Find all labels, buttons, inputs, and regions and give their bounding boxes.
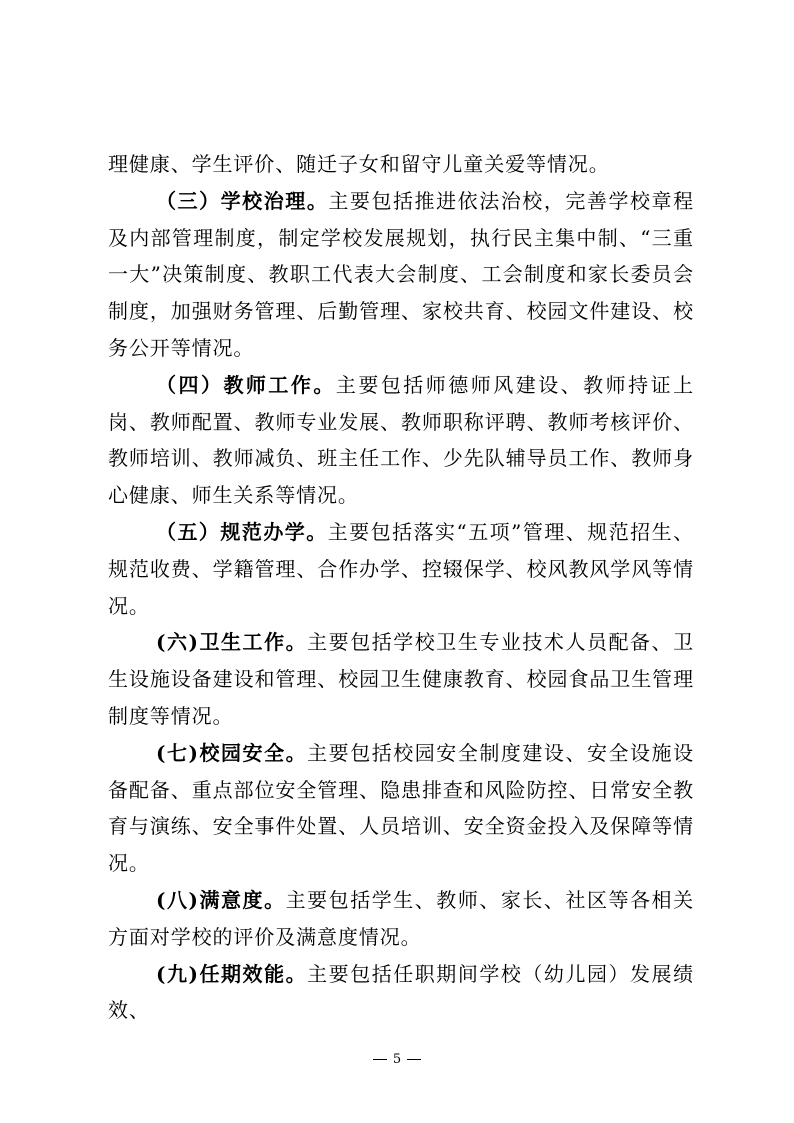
paragraph-text: 主要包括推进依法治校，完善学校章程及内部管理制度，制定学校发展规划，执行民主集中制、“三重一大”决策制度、教职工代表大会制度、工会制度和家长委员会制度，加强财务管理、后勤管理、家校共育、校园文件建设、校务公开等情况。 (108, 188, 694, 360)
paragraph-school-governance (108, 183, 694, 367)
section-heading: （三）学校治理。 (156, 188, 329, 213)
footer-dash-left (373, 1059, 387, 1060)
section-heading: （四）教师工作。 (156, 372, 336, 397)
paragraph-text: 主要包括校园安全制度建设、安全设施设备配备、重点部位安全管理、隐患排查和风险防控、日常安全教育与演练、安全事件处置、人员培训、安全资金投入及保障等情况。 (108, 740, 694, 876)
paragraph-text: 主要包括任职期间学校（幼儿园）发展绩效、 (108, 961, 694, 1023)
page-footer (0, 1052, 794, 1067)
section-heading: (九)任期效能。 (156, 961, 308, 986)
paragraph-tenure-effectiveness (108, 956, 694, 1030)
page-number: 5 (392, 1052, 402, 1067)
section-heading: （五）规范办学。 (156, 519, 328, 544)
paragraph-text: 主要包括落实“五项”管理、规范招生、规范收费、学籍管理、合作办学、控辍保学、校风教风学风等情况。 (108, 519, 694, 618)
paragraph-teacher-work (108, 367, 694, 514)
footer-dash-right (407, 1059, 421, 1060)
paragraph-standardized-schooling (108, 514, 694, 624)
section-heading: (七)校园安全。 (156, 740, 308, 765)
paragraph-text: 主要包括师德师风建设、教师持证上岗、教师配置、教师专业发展、教师职称评聘、教师考核评价、教师培训、教师减负、班主任工作、少先队辅导员工作、教师身心健康、师生关系等情况。 (108, 372, 694, 508)
document-body (108, 146, 694, 1029)
paragraph-satisfaction (108, 882, 694, 956)
paragraph-continuation (108, 146, 694, 183)
section-heading: (八)满意度。 (156, 887, 286, 912)
paragraph-text: 主要包括学生、教师、家长、社区等各相关方面对学校的评价及满意度情况。 (108, 887, 694, 949)
section-heading: (六)卫生工作。 (156, 630, 308, 655)
paragraph-health-work (108, 624, 694, 734)
paragraph-text: 理健康、学生评价、随迁子女和留守儿童关爱等情况。 (108, 152, 610, 176)
paragraph-campus-safety (108, 735, 694, 882)
paragraph-text: 主要包括学校卫生专业技术人员配备、卫生设施设备建设和管理、校园卫生健康教育、校园食品卫生管理制度等情况。 (108, 630, 694, 728)
